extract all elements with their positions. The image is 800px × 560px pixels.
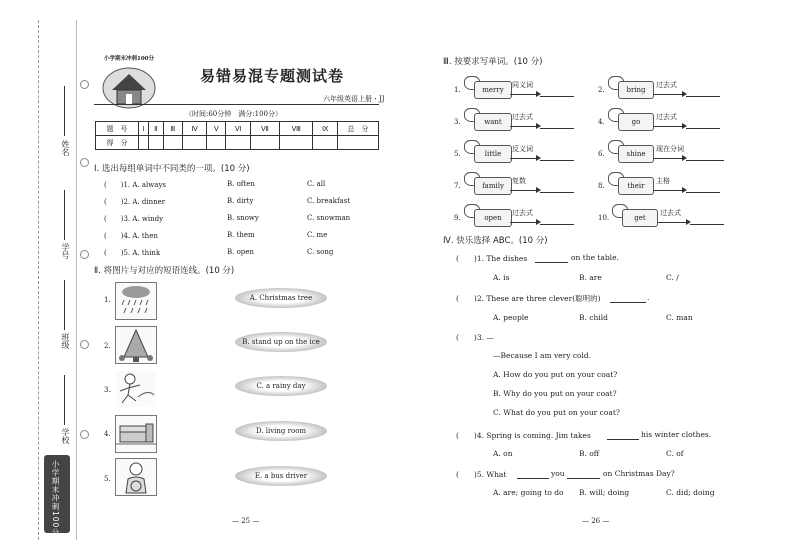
s3-answer-line[interactable] [540, 192, 574, 193]
arrow-icon [510, 190, 538, 191]
rainy-day-picture [115, 282, 157, 320]
s3-requirement: 过去式 [512, 209, 533, 217]
s3-requirement: 过去式 [656, 81, 677, 89]
class-label: 班级 [61, 333, 70, 349]
s3-num: 8. [598, 182, 605, 190]
section4-heading: Ⅳ. 快乐选择 ABC。(10 分) [443, 236, 548, 246]
s3-word-box: their [618, 177, 654, 195]
s3-requirement: 过去式 [512, 113, 533, 121]
arrow-icon [654, 126, 684, 127]
arrow-icon [654, 94, 684, 95]
s3-word-box: go [618, 113, 654, 131]
s4-q3-response: —Because I am very cold. [493, 351, 592, 360]
phrase-living-room[interactable]: D. living room [235, 421, 327, 441]
score-table [95, 121, 379, 150]
binding-strip [38, 20, 39, 540]
s4-q2-option-b[interactable]: B. child [579, 313, 608, 322]
score-header: Ⅲ [163, 122, 182, 136]
s1-q5-c: C. song [307, 248, 334, 256]
s3-num: 1. [454, 86, 461, 94]
score-header: Ⅰ [139, 122, 149, 136]
s3-answer-line[interactable] [540, 128, 574, 129]
s4-q3-option-a[interactable]: A. How do you put on your coat? [493, 370, 618, 379]
bus-driver-picture [115, 458, 157, 496]
s4-q5-stem: ( )5. What [456, 470, 507, 479]
s4-q4-blank[interactable] [607, 439, 639, 440]
s1-q2-a: ( )2. A. dinner [104, 198, 166, 206]
s2-num: 3. [104, 386, 111, 394]
score-header: Ⅸ [313, 122, 338, 136]
s3-answer-line[interactable] [686, 128, 720, 129]
number-label: 学号 [61, 243, 70, 259]
s3-num: 6. [598, 150, 605, 158]
s3-word-box: get [622, 209, 658, 227]
s3-word-box: family [474, 177, 512, 195]
section3-heading: Ⅲ. 按要求写单词。(10 分) [443, 57, 543, 67]
s3-requirement: 反义词 [512, 145, 533, 153]
s3-word-box: little [474, 145, 512, 163]
s1-q3-a: ( )3. A. windy [104, 215, 164, 223]
s4-q1-option-b[interactable]: B. are [579, 273, 602, 282]
s1-q2-b: B. dirty [227, 197, 254, 205]
s4-q4-option-a[interactable]: A. on [493, 449, 513, 458]
s3-word-box: shine [618, 145, 654, 163]
s3-answer-line[interactable] [540, 160, 574, 161]
score-header: Ⅳ [182, 122, 207, 136]
score-cell[interactable] [338, 136, 379, 150]
s3-num: 3. [454, 118, 461, 126]
s4-q1-option-c[interactable]: C. / [666, 273, 679, 282]
s4-q5-option-b[interactable]: B. will; doing [579, 488, 630, 497]
score-header: 总 分 [338, 122, 379, 136]
s3-requirement: 过去式 [660, 209, 681, 217]
s3-answer-line[interactable] [686, 96, 720, 97]
page-number-right: — 26 — [582, 517, 610, 525]
s3-num: 2. [598, 86, 605, 94]
s3-num: 10. [598, 214, 610, 222]
s3-num: 5. [454, 150, 461, 158]
s3-answer-line[interactable] [690, 224, 724, 225]
s3-num: 7. [454, 182, 461, 190]
binding-hole [80, 430, 89, 439]
skater-picture [115, 370, 157, 408]
class-line[interactable] [64, 280, 65, 330]
arrow-icon [654, 190, 684, 191]
score-cell[interactable] [182, 136, 207, 150]
s4-q4-option-b[interactable]: B. off [579, 449, 600, 458]
school-label: 学校 [61, 428, 70, 444]
score-header: Ⅱ [149, 122, 164, 136]
binding-hole [80, 250, 89, 259]
s4-q2-blank[interactable] [610, 302, 646, 303]
phrase-stand-up-on-ice[interactable]: B. stand up on the ice [235, 332, 327, 352]
s1-q4-c: C. me [307, 231, 328, 239]
name-label: 姓名 [61, 140, 70, 156]
s4-q3-option-b[interactable]: B. Why do you put on your coat? [493, 389, 617, 398]
s3-requirement: 复数 [512, 177, 526, 185]
score-row [96, 136, 379, 150]
score-cell[interactable] [163, 136, 182, 150]
s3-word-box: merry [474, 81, 512, 99]
phrase-bus-driver[interactable]: E. a bus driver [235, 466, 327, 486]
s1-q3-c: C. snowman [307, 214, 351, 222]
s3-answer-line[interactable] [540, 224, 574, 225]
score-header: 题 号 [96, 122, 139, 136]
s2-num: 4. [104, 430, 111, 438]
s2-num: 1. [104, 296, 111, 304]
s1-q1-b: B. often [227, 180, 255, 188]
score-cell[interactable] [226, 136, 251, 150]
binding-hole [80, 158, 89, 167]
arrow-icon [654, 158, 684, 159]
s1-q3-b: B. snowy [227, 214, 259, 222]
section1-heading: Ⅰ. 选出每组单词中不同类的一项。(10 分) [94, 164, 250, 174]
arrow-icon [510, 126, 538, 127]
score-header: Ⅷ [279, 122, 313, 136]
grade-subtitle: 六年级英语上册・JJ [323, 95, 385, 103]
s1-q2-c: C. breakfast [307, 197, 351, 205]
s3-requirement: 主格 [656, 177, 670, 185]
s1-q1-a: ( )1. A. always [104, 181, 166, 189]
page-title: 易错易混专题测试卷 [200, 67, 345, 85]
s4-q5-option-c[interactable]: C. did; doing [666, 488, 715, 497]
s3-word-box: open [474, 209, 512, 227]
name-line[interactable] [64, 86, 65, 136]
binding-hole [80, 340, 89, 349]
binding-strip-right-line [76, 20, 77, 540]
series-badge-text: 小学期末冲刺100分 [51, 460, 60, 537]
binding-hole [80, 80, 89, 89]
s4-q1-option-a[interactable]: A. is [493, 273, 510, 282]
s1-q5-a: ( )5. A. think [104, 249, 161, 257]
christmas-tree-picture [115, 326, 157, 364]
school-line[interactable] [64, 375, 65, 425]
s4-q4-option-c[interactable]: C. of [666, 449, 684, 458]
score-header: Ⅶ [250, 122, 279, 136]
s4-q3-stem: ( )3. — [456, 333, 494, 342]
phrase-christmas-tree[interactable]: A. Christmas tree [235, 288, 327, 308]
s4-q4-stem: ( )4. Spring is coming. Jim takes [456, 431, 591, 440]
s4-q5-stem-mid: you [551, 469, 565, 478]
s3-word-box: bring [618, 81, 654, 99]
score-cell[interactable] [149, 136, 164, 150]
score-cell[interactable] [139, 136, 149, 150]
s4-q2-option-c[interactable]: C. man [666, 313, 693, 322]
s2-num: 5. [104, 475, 111, 483]
s1-q5-b: B. open [227, 248, 254, 256]
s4-q2-option-a[interactable]: A. people [493, 313, 529, 322]
score-cell[interactable] [250, 136, 279, 150]
s3-requirement: 过去式 [656, 113, 677, 121]
arrow-icon [510, 158, 538, 159]
score-row-label: 得 分 [96, 136, 139, 150]
s3-answer-line[interactable] [686, 160, 724, 161]
s4-q5-blank-2[interactable] [567, 478, 600, 479]
s3-requirement: 同义词 [512, 81, 533, 89]
s4-q5-stem-end: on Christmas Day? [603, 469, 675, 478]
s1-q4-b: B. them [227, 231, 255, 239]
score-header: Ⅴ [207, 122, 226, 136]
s4-q4-stem-end: his winter clothes. [641, 430, 712, 439]
living-room-picture [115, 415, 157, 453]
score-header: Ⅵ [226, 122, 251, 136]
logo-text: 小学期末冲刺100分 [104, 56, 154, 62]
s3-num: 4. [598, 118, 605, 126]
score-header-row [96, 122, 379, 136]
s1-q1-c: C. all [307, 180, 326, 188]
score-cell[interactable] [313, 136, 338, 150]
arrow-icon [510, 94, 538, 95]
s2-num: 2. [104, 342, 111, 350]
number-line[interactable] [64, 190, 65, 240]
s4-q5-blank-1[interactable] [517, 478, 549, 479]
s1-q4-a: ( )4. A. then [104, 232, 158, 240]
s4-q1-stem-end: on the table. [571, 253, 619, 262]
arrow-icon [658, 222, 688, 223]
time-info: （时间:60分钟 满分:100分） [185, 110, 282, 118]
s4-q1-blank[interactable] [535, 262, 568, 263]
header-rule [94, 104, 379, 105]
phrase-rainy-day[interactable]: C. a rainy day [235, 376, 327, 396]
s3-answer-line[interactable] [686, 192, 720, 193]
section2-heading: Ⅱ. 将图片与对应的短语连线。(10 分) [94, 266, 235, 276]
score-cell[interactable] [279, 136, 313, 150]
s4-q2-stem-end: . [647, 293, 650, 302]
s3-answer-line[interactable] [540, 96, 574, 97]
score-cell[interactable] [207, 136, 226, 150]
page-number-left: — 25 — [232, 517, 260, 525]
s4-q3-option-c[interactable]: C. What do you put on your coat? [493, 408, 620, 417]
s4-q1-stem: ( )1. The dishes [456, 254, 528, 263]
s4-q2-stem: ( )2. These are three clever(聪明的) [456, 294, 601, 303]
s4-q5-option-a[interactable]: A. are; going to do [493, 488, 564, 497]
s3-requirement: 现在分词 [656, 145, 684, 153]
s3-num: 9. [454, 214, 461, 222]
arrow-icon [510, 222, 538, 223]
s3-word-box: want [474, 113, 512, 131]
